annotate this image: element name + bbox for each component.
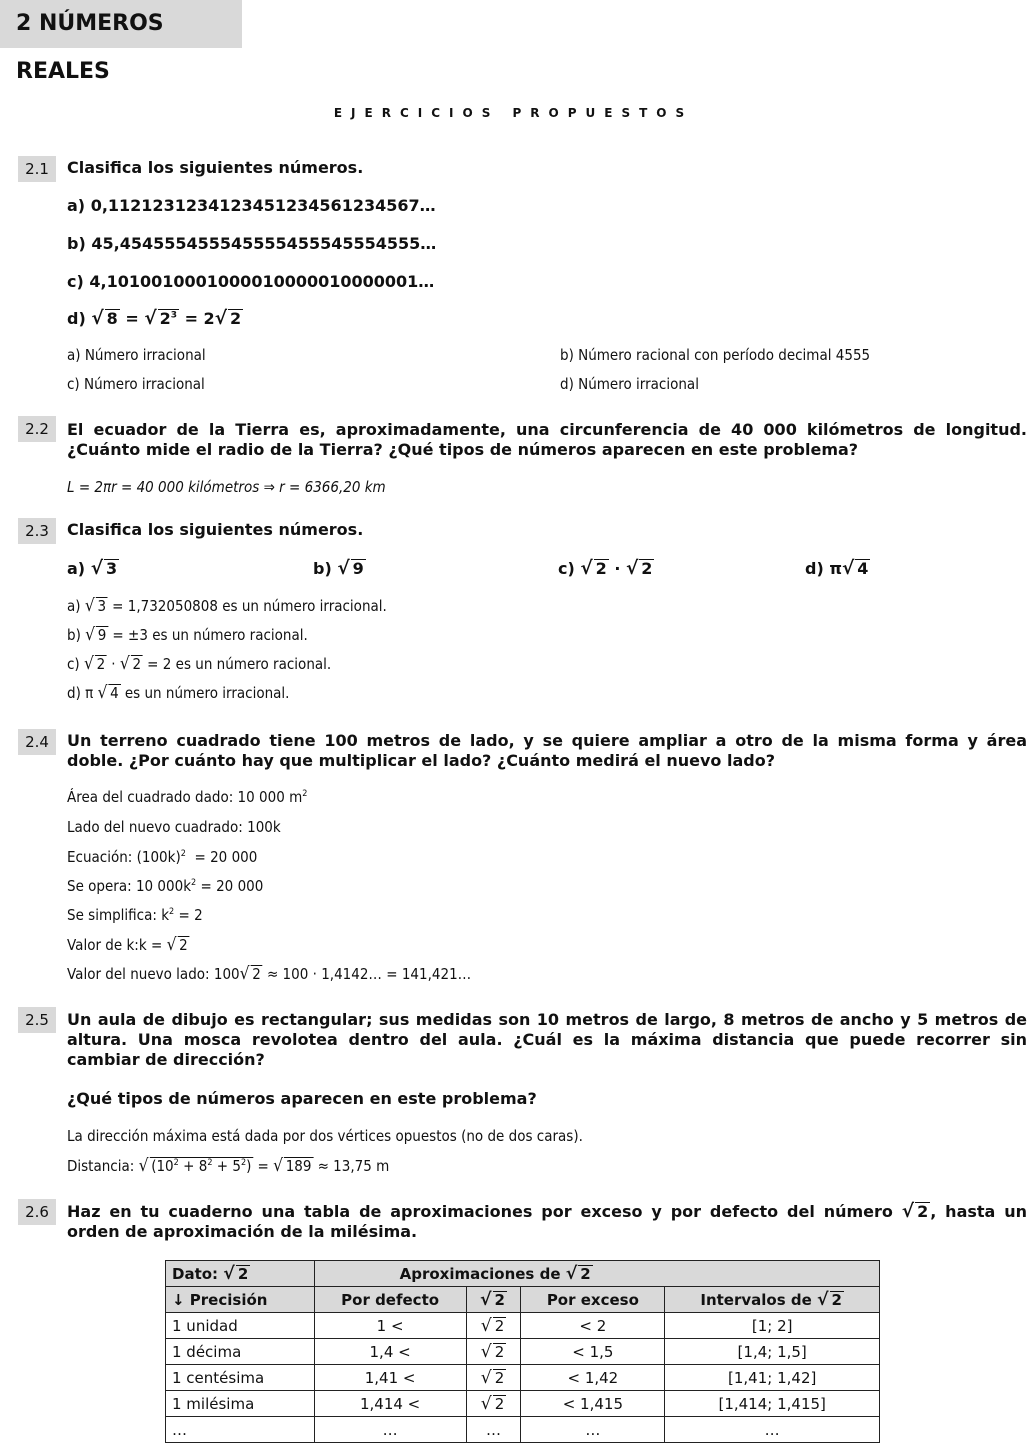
solution-line: Lado del nuevo cuadrado: 100k [67,818,281,836]
col-precision: ↓ Precisión [166,1287,315,1313]
answer-line: La dirección máxima está dada por dos vértices opuestos (no de dos caras). [67,1127,583,1145]
item-d: d) π√ 4 [805,558,869,579]
radicand: 9 [352,559,364,578]
col-defecto: Por defecto [314,1287,466,1313]
answer-d: d) Número irracional [560,375,699,393]
item-a: a) √ 3 [67,558,118,579]
exercise-number: 2.1 [18,156,56,182]
item-label: a) [67,196,86,215]
item-b [67,234,436,253]
answer-text: = 2 es un número racional. [147,655,332,673]
radicand: 4 [110,684,119,702]
item-label: a) [67,597,81,615]
exercise-number: 2.2 [18,416,56,442]
exercise-question-2: ¿Qué tipos de números aparecen en este problema? [67,1089,537,1108]
exercise-question: Haz en tu cuaderno una tabla de aproximaciones por exceso y por defecto del número √ 2 , hasta un orden de aproximación de la milésima. [67,1201,1027,1241]
table-row: … … … … … [166,1417,880,1443]
radicand: 8 [106,309,118,328]
exercise-number: 2.5 [18,1007,56,1033]
radicand: 2 [159,309,171,328]
item-label: b) [313,559,332,578]
answer-text: es un número irracional. [124,684,290,702]
item-value: 4,1010010001000010000010000001… [89,272,435,291]
approximation-table [165,1260,880,1443]
solution-line: Valor del nuevo lado: 100√ 2 ≈ 100 · 1,4142… = 141,421… [67,964,472,984]
radicand: 2 [641,559,653,578]
item-d: d) √ 8 = √ $2^3 = 2√$ 2 [67,308,242,329]
solution-line: Valor de k:k = √ 2 [67,935,188,955]
solution-line: Se simplifica: $k^2 = 2$ [67,906,203,924]
item-label: d) [67,309,86,328]
section-title: EJERCICIOS PROPUESTOS [333,106,694,120]
item-value: 0,1121231234123451234561234567… [90,196,436,215]
answer-text: = 1,732050808 es un número irracional. [112,597,387,615]
radicand: 9 [97,626,107,644]
exercise-number: 2.3 [18,518,56,544]
exercise-question: Un terreno cuadrado tiene 100 metros de lado, y se quiere ampliar a otro de la misma forma y área doble. ¿Por cuánto hay que multiplicar el lado? ¿Cuánto medirá el nuevo lado? [67,731,1027,770]
table-row: 1 centésima 1,41 < √ 2 < 1,42 [1,41; 1,42] [166,1365,880,1391]
answer-c: c) Número irracional [67,375,205,393]
answer-c: c) √ 2 · √ 2 = 2 es un número racional. [67,654,332,674]
item-label: c) [67,655,80,673]
answer-b: b) Número racional con período decimal 4555 [560,346,871,364]
answer-text: = ±3 es un número racional. [112,626,308,644]
col-intervalos: Intervalos de √ 2 [665,1287,880,1313]
exponent: 3 [170,310,177,321]
radicand: 3 [97,597,107,615]
item-label: b) [67,234,86,253]
item-label: c) [558,559,575,578]
table-row: 1 milésima 1,414 < √ 2 < 1,415 [1,414; 1,415] [166,1391,880,1417]
exercise-question: El ecuador de la Tierra es, aproximadamente, una circunferencia de 40 000 kilómetros de longitud. ¿Cuánto mide el radio de la Tierra? ¿Qué tipos de números aparecen en este problema? [67,420,1027,459]
exercise-number: 2.4 [18,729,56,755]
item-c [67,272,434,291]
radicand: 2 [229,309,242,328]
answer: L = 2πr = 40 000 kilómetros ⇒ r = 6366,20 km [67,478,386,496]
exercise-question: Un aula de dibujo es rectangular; sus medidas son 10 metros de largo, 8 metros de ancho y 5 metros de altura. Una mosca revolotea dentro del aula. ¿Cuál es la máxima distancia que puede recorrer sin cambiar de dirección? [67,1010,1027,1069]
item-label: c) [67,272,84,291]
answer-d: d) π √ 4 es un número irracional. [67,683,290,703]
item-value: 45,454555455545555455545554555… [91,234,437,253]
header-aprox: Aproximaciones de √ 2 [314,1261,879,1287]
solution-line: Ecuación: $(100k)^2 = 20$ 000 [67,848,258,866]
radicand: 2 [132,655,142,673]
radicand: 4 [857,559,869,578]
table-row: 1 unidad 1 < √ 2 < 2 [1; 2] [166,1313,880,1339]
radicand: 3 [105,559,118,578]
col-sqrt: √ 2 [466,1287,521,1313]
item-b: b) √ 9 [313,558,364,579]
radicand: 2 [595,559,607,578]
answer-a: a) √ 3 = 1,732050808 es un número irracional. [67,596,387,616]
exercise-question: Clasifica los siguientes números. [67,158,364,177]
item-a [67,196,436,215]
answer-a: a) Número irracional [67,346,206,364]
col-exceso: Por exceso [521,1287,665,1313]
exercise-question: Clasifica los siguientes números. [67,520,364,539]
item-label: d) [805,559,824,578]
solution-line: Área del cuadrado dado: 10 000 $m^2$ [67,788,308,806]
item-label: b) [67,626,81,644]
answer-line: Distancia: √ $(10^2 + 8^2 + 5^2)$ = √ 189 ≈ 13,75 m [67,1156,390,1176]
item-label: a) [67,559,86,578]
header-dato: Dato: √ 2 [166,1261,315,1287]
radicand: 2 [96,655,106,673]
item-label: d) [67,684,81,702]
answer-b: b) √ 9 = ±3 es un número racional. [67,625,308,645]
table-row: 1 décima 1,4 < √ 2 < 1,5 [1,4; 1,5] [166,1339,880,1365]
solution-line: Se opera: 10 $000k^2 = 20$ 000 [67,877,264,895]
exercise-number: 2.6 [18,1199,56,1225]
item-c: c) √ 2 · √ 2 [558,558,653,579]
chapter-title: 2 NÚMEROS REALES [0,0,242,48]
